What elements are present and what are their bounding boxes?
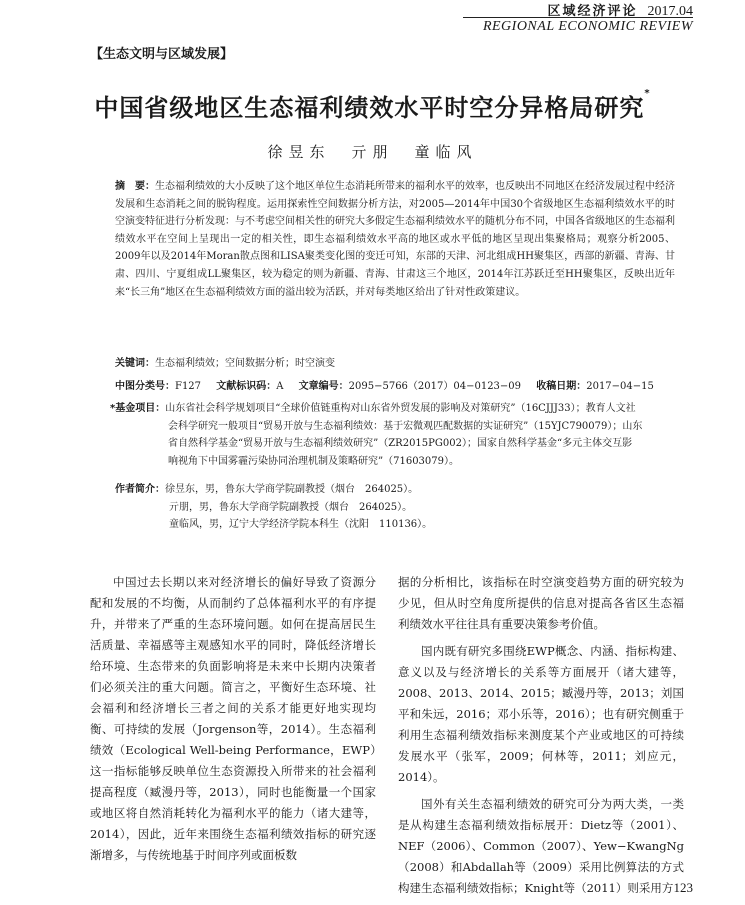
title-footnote-mark: *	[644, 88, 651, 99]
clc-value: F127	[175, 381, 202, 392]
bio-line	[115, 481, 675, 499]
clc-label: 中图分类号：	[115, 381, 175, 392]
body-paragraph: 据的分析相比，该指标在时空演变趋势方面的研究较为少见，但从时空角度所提供的信息对提高各省区生态福利绩效水平往往具有重要决策参考价值。	[398, 575, 684, 631]
fund-text: 山东省社会科学规划项目“全球价值链重构对山东省外贸发展的影响及对策研究”（16CJJJ33）；教育人文社	[165, 403, 636, 414]
fund-info	[110, 400, 675, 470]
received-date	[536, 381, 654, 392]
body-paragraph: 国内既有研究多围绕EWP概念、内涵、指标构建、意义以及与经济增长的关系等方面展开（诸大建等，2008、2013、2014、2015；臧漫丹等，2013；刘国平和朱远，2016；邓小乐等，2016）；也有研究侧重于利用生态福利绩效指标来测度某个产业或地区的可持续发展水平（张军，2009；何林等，2011；刘应元，2014）。	[398, 644, 684, 784]
journal-name-cn: 区域经济评论	[547, 4, 638, 19]
abstract	[115, 178, 675, 301]
article-title-text: 中国省级地区生态福利绩效水平时空分异格局研究	[94, 94, 645, 122]
clc-number	[115, 381, 201, 392]
body-column-right	[398, 572, 684, 899]
article-number-value: 2095−5766（2017）04−0123−09	[348, 381, 522, 392]
fund-line	[110, 400, 675, 418]
journal-name-en: REGIONAL ECONOMIC REVIEW	[482, 19, 693, 34]
bio-label: 作者简介：	[115, 484, 165, 495]
keywords-text: 生态福利绩效；空间数据分析；时空演变	[155, 358, 335, 369]
classification-line	[115, 378, 675, 396]
fund-line: 响视角下中国雾霾污染协同治理机制及策略研究”（71603079）。	[168, 455, 460, 467]
body-paragraph: 中国过去长期以来对经济增长的偏好导致了资源分配和发展的不均衡，从而制约了总体福利水平的有序提升，并带来了严重的生态环境问题。如何在提高居民生活质量、幸福感等主观感知水平的同时，降低经济增长给环境、生态带来的负面影响将是未来中长期内决策者们必须关注的重大问题。简言之，平衡好生态环境、社会福利和经济增长三者之间的关系才能更好地实现均衡、可持续的发展（Jorgenson等，2014）。生态福利绩效（Ecological Well-being Performance，EWP）这一指标能够反映单位生态资源投入所带来的社会福利提高程度（臧漫丹等，2013），同时也能衡量一个国家或地区将自然消耗转化为福利水平的能力（诸大建等，2014），因此，近年来围绕生态福利绩效指标的研究逐渐增多，与传统地基于时间序列或面板数	[90, 575, 376, 862]
fund-label: *基金项目：	[110, 403, 166, 414]
keywords	[115, 355, 675, 373]
bio-line: 童临风，男，辽宁大学经济学院本科生（沈阳 110136）。	[169, 519, 433, 531]
bio-text: 徐昱东，男，鲁东大学商学院副教授（烟台 264025）。	[165, 484, 419, 495]
received-date-value: 2017−04−15	[586, 381, 654, 392]
document-code	[216, 381, 283, 392]
fund-line: 省自然科学基金“贸易开放与生态福利绩效研究”（ZR2015PG002）；国家自然科学基金“多元主体交互影	[168, 438, 633, 450]
document-code-label: 文献标识码：	[216, 381, 277, 392]
fund-line: 会科学研究一般项目“贸易开放与生态福利绩效：基于宏微观匹配数据的实证研究”（15YJC790079）；山东	[168, 420, 643, 432]
authors: 徐昱东 亓朋 童临风	[267, 143, 478, 161]
article-number	[299, 381, 521, 392]
body-column-left	[90, 572, 376, 866]
abstract-text: 生态福利绩效的大小反映了这个地区单位生态消耗所带来的福利水平的效率，也反映出不同地区在经济发展过程中经济发展和生态消耗之间的脱钩程度。运用探索性空间数据分析方法，对2005—2014年中国30个省级地区生态福利绩效水平的时空演变特征进行分析发现：与不考虑空间相关性的研究大多假定生态福利绩效水平的随机分布不同，中国各省级地区的生态福利绩效水平在空间上呈现出一定的相关性，即生态福利绩效水平高的地区或水平低的地区呈现出集聚格局；观察分析2005、2009年以及2014年Moran散点图和LISA聚类变化图的变迁可知，东部的天津、河北组成HH聚集区，西部的新疆、青海、甘肃、四川、宁夏组成LL聚集区，较为稳定的则为新疆、青海、甘肃这三个地区，2014年江苏跃迁至HH聚集区，反映出近年来“长三角”地区在生态福利绩效方面的溢出较为活跃，并对每类地区给出了针对性政策建议。	[115, 181, 675, 298]
article-number-label: 文章编号：	[298, 381, 349, 392]
abstract-label: 摘 要：	[115, 181, 155, 192]
article-title	[60, 88, 685, 123]
author-bio	[115, 481, 675, 534]
keywords-label: 关键词：	[115, 358, 155, 369]
body-paragraph: 国外有关生态福利绩效的研究可分为两大类，一类是从构建生态福利绩效指标展开：Dietz等（2001）、NEF（2006）、Common（2007）、Yew−KwangNg（2008）和Abdallah等（2009）采用比例算法的方式构建生态福利绩效指标；Knight等（2011）则采用方	[398, 797, 684, 895]
journal-issue: 2017.04	[647, 4, 693, 19]
header-rule	[463, 17, 693, 18]
page-number: 123	[673, 880, 693, 895]
document-code-value: A	[276, 381, 284, 392]
bio-line: 亓朋，男，鲁东大学商学院副教授（烟台 264025）。	[169, 501, 413, 513]
column-tag: 【生态文明与区域发展】	[90, 47, 234, 62]
received-date-label: 收稿日期：	[536, 381, 587, 392]
